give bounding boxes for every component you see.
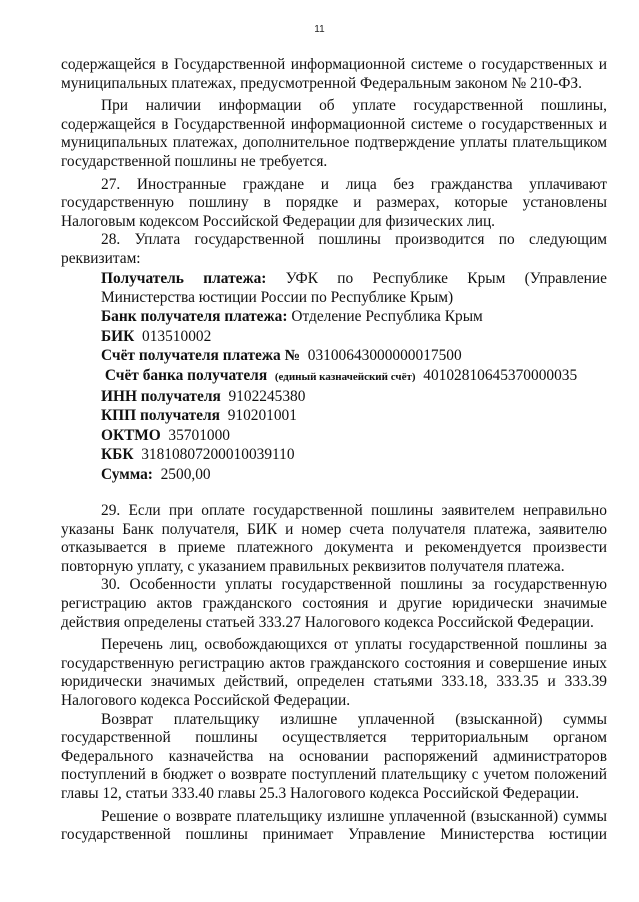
paragraph-29: 29. Если при оплате государственной пошлины заявителем неправильно указаны Банк получателя, БИК и номер счета получателя платежа, заявителю отказывается в приеме платежного документа и рекомендуется произвести повторную уплату, с указанием правильных реквизитов получателя платежа. <box>61 502 607 575</box>
requisite-kbk-label: КБК <box>101 446 134 464</box>
requisite-recipient-value: УФК по Республике Крым (Управление Министерства юстиции России по Республике Крым) <box>101 269 607 306</box>
requisite-kbk <box>101 445 607 464</box>
requisite-oktmo <box>101 426 607 445</box>
section-spacer <box>61 484 607 502</box>
requisite-bank-account-label: Счёт банка получателя <box>104 366 268 384</box>
requisite-oktmo-value: 35701000 <box>168 426 230 444</box>
requisite-kpp <box>101 406 607 425</box>
requisite-recipient-account-label: Счёт получателя платежа № <box>101 347 301 365</box>
paragraph-28: 28. Уплата государственной пошлины производится по следующим реквизитам: <box>61 231 607 267</box>
requisite-recipient-account-value: 03100643000000017500 <box>307 347 462 365</box>
requisite-bank-account-note: (единый казначейский счёт) <box>274 370 416 383</box>
paragraph-refund-decision: Решение о возврате плательщику излишне уплаченной (взысканной) суммы государственной пошлины принимает Управление Министерства юстиции <box>61 807 607 844</box>
requisite-bank-account-value: 40102810645370000035 <box>423 366 578 384</box>
paragraph-exemptions: Перечень лиц, освобождающихся от уплаты государственной пошлины за государственную регистрацию актов гражданского состояния и совершение иных юридически значимых действий, определен статьями 333.18, 333.35 и 333.39 Налогового кодекса Российской Федерации. <box>61 636 607 709</box>
requisite-recipient-account <box>101 346 607 365</box>
paragraph-refund: Возврат плательщику излишне уплаченной (взысканной) суммы государственной пошлины осуществляется территориальным органом Федерального казначейства на основании распоряжений администраторов поступлений в бюджет о возврате поступлений плательщику с учетом положений главы 12, статьи 333.40 главы 25.3 Налогового кодекса Российской Федерации. <box>61 710 607 802</box>
requisite-amount-label: Сумма: <box>101 465 153 483</box>
document-body <box>61 56 607 845</box>
requisite-inn <box>101 387 607 406</box>
requisite-bik <box>101 327 607 346</box>
paragraph-27: 27. Иностранные граждане и лица без гражданства уплачивают государственную пошлину в порядке и размерах, которые установлены Налоговым кодексом Российской Федерации для физических лиц. <box>61 175 607 230</box>
requisite-kpp-value: 910201001 <box>227 407 297 425</box>
requisite-oktmo-label: ОКТМО <box>101 426 161 444</box>
requisite-kpp-label: КПП получателя <box>101 407 220 425</box>
requisite-bank-account <box>101 366 607 387</box>
requisite-inn-label: ИНН получателя <box>101 387 221 405</box>
requisite-inn-value: 9102245380 <box>228 387 306 405</box>
paragraph-30: 30. Особенности уплаты государственной пошлины за государственную регистрацию актов гражданского состояния и другие юридически значимые действия определены статьей 333.27 Налогового кодекса Российской Федерации. <box>61 576 607 631</box>
page-number: 11 <box>314 24 325 35</box>
paragraph-continuation: содержащейся в Государственной информационной системе о государственных и муниципальных платежах, предусмотренной Федеральным законом № 210-ФЗ. <box>61 56 607 92</box>
requisite-recipient-label: Получатель платежа: <box>101 269 267 287</box>
payment-requisites <box>61 269 607 484</box>
paragraph-payment-info: При наличии информации об уплате государственной пошлины, содержащейся в Государственной информационной системе о государственных и муниципальных платежах, дополнительное подтверждение уплаты плательщиком государственной пошлины не требуется. <box>61 97 607 170</box>
requisite-recipient-bank <box>101 307 607 326</box>
requisite-kbk-value: 31810807200010039110 <box>141 446 295 464</box>
requisite-bik-label: БИК <box>101 327 135 345</box>
requisite-bik-value: 013510002 <box>142 327 212 345</box>
requisite-amount-value: 2500,00 <box>160 465 211 483</box>
requisite-recipient <box>101 269 607 308</box>
requisite-recipient-bank-value: Отделение Республика Крым <box>291 308 483 326</box>
requisite-amount <box>101 465 607 484</box>
requisite-recipient-bank-label: Банк получателя платежа: <box>101 308 288 326</box>
